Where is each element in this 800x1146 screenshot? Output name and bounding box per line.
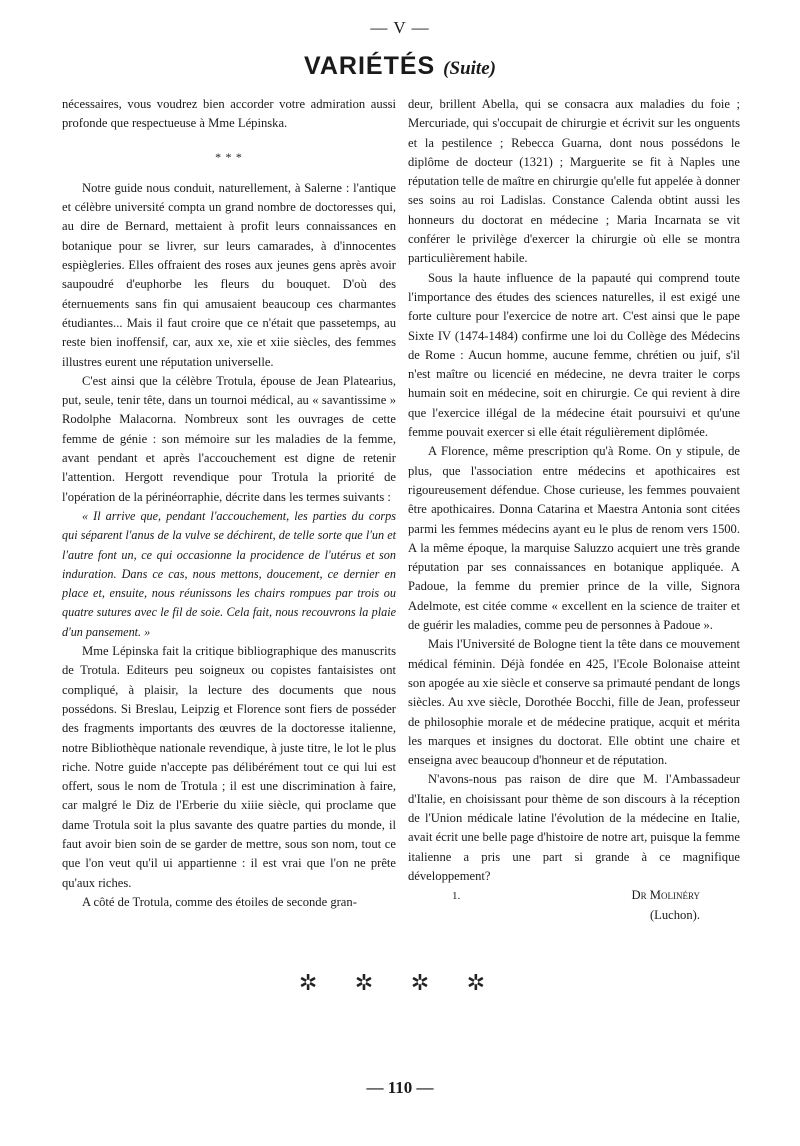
paragraph: Notre guide nous conduit, naturellement, à Salerne : l'antique et célèbre université compta un grand nombre de doctoresses qui, au dire de Bernard, mettaient à profit leurs connaissances en botanique pour se livrer, sur leurs camarades, à d'innocentes espiègleries. Elles offraient des roses aux jeunes gens après avoir saupoudré d'euphorbe les fleurs du bouquet. D'où des éternuements sans fin qui amusaient beaucoup ces charmantes étudiantes... Mais il faut croire que ce n'était que passetemps, au reste bien inoffensif, car, aux xe, xie et xiie siècles, des femmes illustres eurent une réputation universelle.	[62, 180, 396, 369]
section-title	[0, 52, 800, 81]
signature-row	[408, 886, 740, 906]
author-location: (Luchon).	[649, 908, 700, 923]
right-column	[408, 95, 740, 926]
paragraph: A côté de Trotula, comme des étoiles de seconde gran-	[82, 894, 357, 909]
section-title-suffix: (Suite)	[443, 58, 496, 79]
paragraph: nécessaires, vous voudrez bien accorder votre admiration aussi profonde que respectueuse à Mme Lépinska.	[62, 97, 396, 131]
page-number: — 110 —	[366, 1078, 434, 1097]
paragraph: A Florence, même prescription qu'à Rome. On y stipule, de plus, que l'association entre médecins et apothicaires est rigoureusement défendue. Chose curieuse, les femmes pouvaient être apothicaires. Donna Catarina et Maestra Antonia sont citées parmi les femmes médecins ayant eu le plus de renom vers 1500. A la même époque, la marquise Saluzzo acquiert une très grande réputation par ses connaissances en botanique appliquée. A Padoue, la femme du premier prince de la ville, Signora Adelmote, est citée comme « excellent en la science de traiter et de guérir les maladies, comme peu de personnes à Padoue ».	[408, 444, 740, 633]
paragraph: deur, brillent Abella, qui se consacra aux maladies du foie ; Mercuriade, qui s'occupait de chirurgie et écrivit sur les onguents et la pestilence ; Rebecca Guarna, dont nous possédons le diplôme de docteur (1321) ; Marguerite se fit à Naples une réputation telle de maître en chirurgie qu'elle fut appelée à donner ses soins au roi Ladislas. Constance Calenda obtint aussi les honneurs du doctorat en médecine ; Maria Incarnata se vit conférer le privilège d'exercer la chirurgie où elle se montra particulièrement habile.	[408, 97, 740, 266]
paragraph: Mme Lépinska fait la critique bibliographique des manuscrits de Trotula. Editeurs peu soigneux ou copistes fantaisistes ont compliqué, à plaisir, la lecture des documents que nous possédons. Si Breslau, Leipzig et Florence sont fiers de posséder des fragments importants des œuvres de la doctoresse italienne, notre Bibliothèque nationale revendique, à juste titre, le lot le plus riche. Notre guide n'accepte pas délibérément tout ce qui lui est offert, sous le nom de Trotula ; il est une discrimination à faire, car malgré le Diz de l'Erberie du xiiie siècle, qui proclame que dame Trotula soit la plus savante des quatre parties du monde, il faut avoir bien soin de se garder de mettre, sous son nom, tout ce que l'on veut qu'il ui appartienne : il est vrai que l'on ne prête qu'aux riches.	[62, 644, 396, 890]
paragraph: C'est ainsi que la célèbre Trotula, épouse de Jean Platearius, put, seule, tenir tête, dans un tournoi médical, au « savantissime » Rodolphe Malacorna. Nombreux sont les ouvrages de cette femme de génie : son mémoire sur les maladies de la femme, avant pendant et après l'accouchement est digne de retenir l'attention. Hergott revendique pour Trotula la priorité de l'opération de la périnéorraphie, décrite dans les termes suivants :	[62, 373, 396, 504]
author-signature: Dr Molinéry	[631, 888, 700, 903]
quoted-passage: « Il arrive que, pendant l'accouchement, les parties du corps qui séparent l'anus de la vulve se déchirent, de telle sorte que l'un et l'autre font un, ce qui occasionne la procidence de l'utérus et son induration. Dans ce cas, nous mettons, doucement, ce dernier en place et, ensuite, nous réunissons les chairs rompues par trois ou quatre sutures avec le fil de soie. Cela fait, nous recouvrons la plaie d'un pansement. »	[62, 508, 396, 639]
asterism-separator: * * *	[215, 149, 243, 164]
footnote-mark: 1.	[452, 890, 461, 903]
paragraph: Mais l'Université de Bologne tient la tête dans ce mouvement médical féminin. Déjà fondée en 425, l'Ecole Bolonaise atteint son apogée au xie siècle et conserve sa primauté pendant de longs siècles. Au xve siècle, Dorothée Bocchi, fille de Jean, professeur de philosophie morale et de médecine pratique, acquit et mérita les marques et insignes du doctorat. Elle obtint une chaire et enseigna avec beaucoup d'honneur et de réputation.	[408, 637, 740, 768]
paragraph: N'avons-nous pas raison de dire que M. l'Ambassadeur d'Italie, en choisissant pour thème de son discours à la réception de l'Union médicale latine l'évolution de la médecine en Italie, avait écrit une belle page d'histoire de notre art, puisque la femme italienne a pris une part si grande à ce magnifique développement?	[408, 772, 740, 883]
left-column	[62, 95, 396, 912]
paragraph: Sous la haute influence de la papauté qui comprend toute l'importance des études des sciences naturelles, il est exigé une forte culture pour l'exercice de notre art. C'est ainsi que le pape Sixte IV (1474-1484) confirme une loi du Collège des Médecins de Rome : Aucun homme, aucune femme, chrétien ou juif, s'il n'est maître ou licencié en médecine, ne devra traiter le corps humain soit en médecine, soit en chirurgie. Ce qui revient à dire que l'exercice illégal de la médecine était poursuivi et qu'une femme pouvait exercer si elle était régulièrement diplômée.	[408, 270, 740, 440]
roman-page-header: — V —	[370, 18, 430, 37]
section-title-text: VARIÉTÉS	[304, 52, 436, 80]
decorative-ornaments: ✲ ✲ ✲ ✲	[298, 970, 502, 995]
